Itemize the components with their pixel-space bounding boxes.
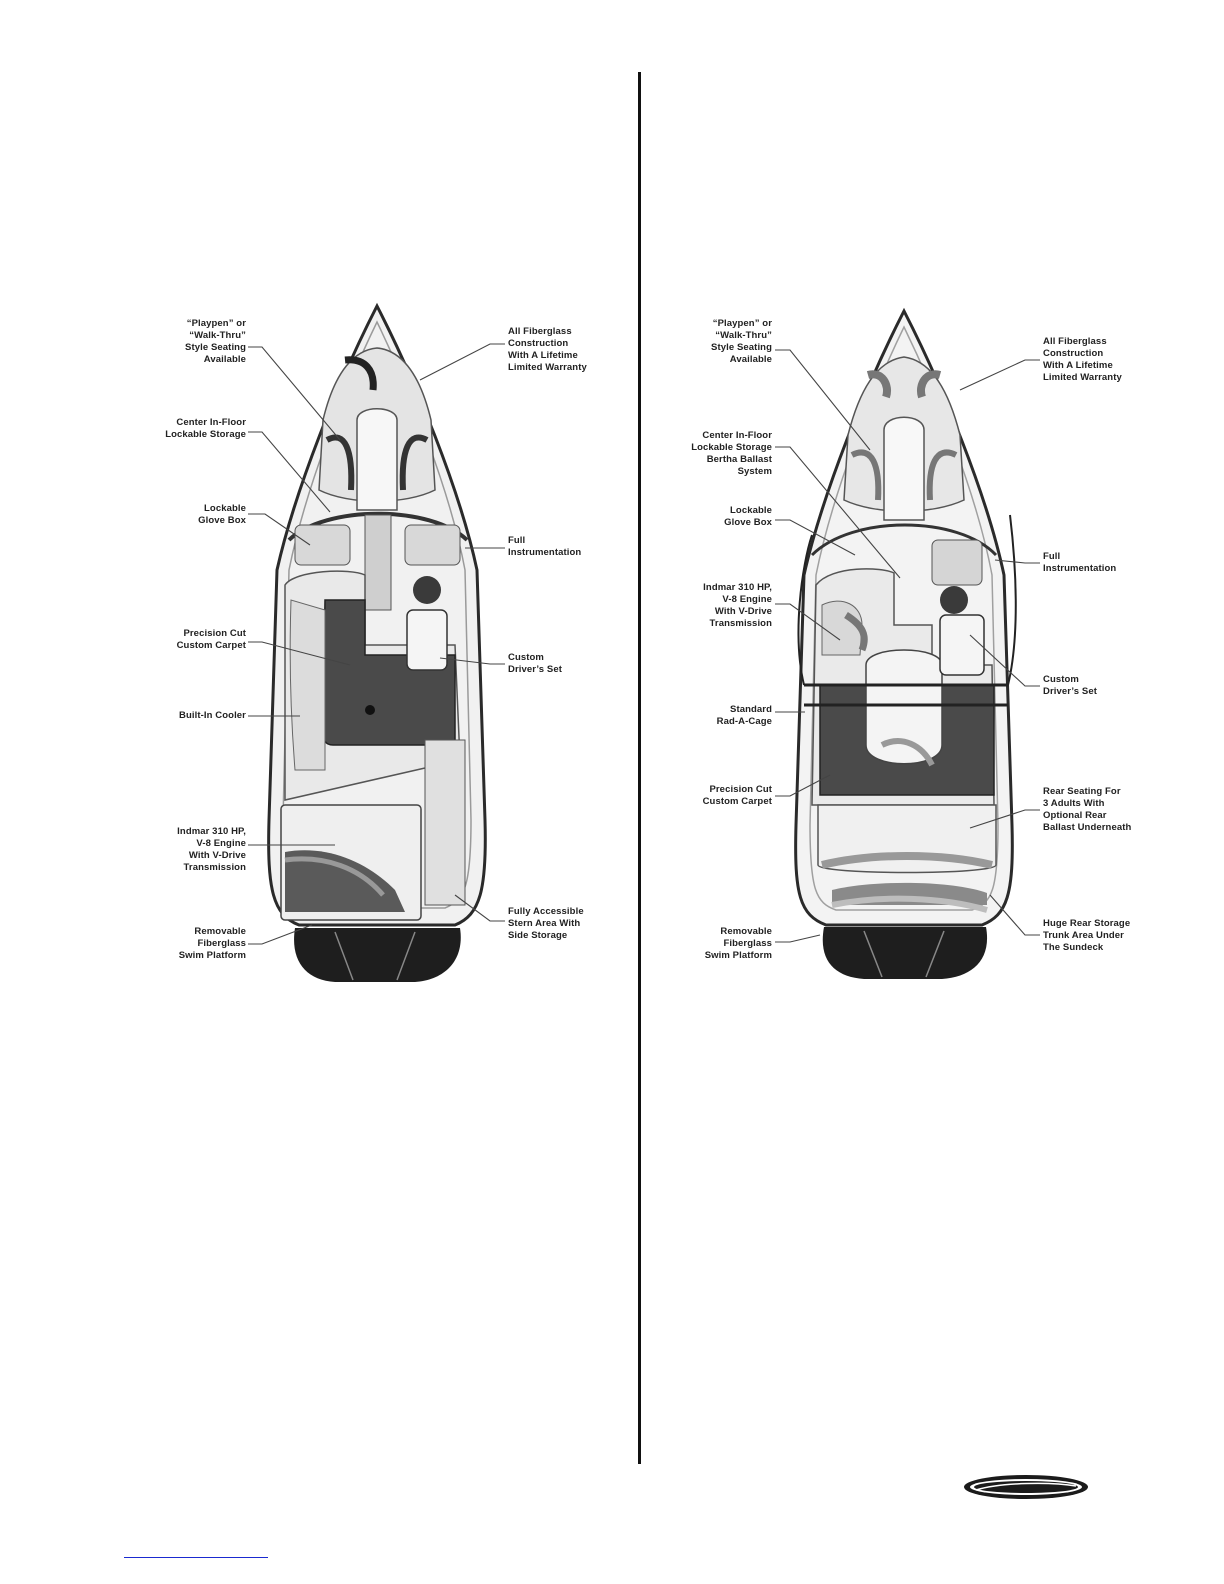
moomba-logo bbox=[962, 1472, 1090, 1502]
left-label-instrumentation: Full Instrumentation bbox=[508, 535, 582, 558]
left-label-center-storage: Center In-Floor Lockable Storage bbox=[165, 417, 246, 440]
right-label-glove-box: Lockable Glove Box bbox=[724, 505, 772, 528]
column-divider bbox=[638, 72, 641, 1464]
left-label-carpet: Precision Cut Custom Carpet bbox=[176, 628, 246, 651]
right-label-center-storage: Center In-Floor Lockable Storage Bertha Ballast System bbox=[691, 430, 772, 477]
right-label-platform: Removable Fiberglass Swim Platform bbox=[704, 926, 772, 961]
left-label-fiberglass: All Fiberglass Construction With A Lifetime Limited Warranty bbox=[508, 326, 587, 373]
left-label-engine: Indmar 310 HP, V-8 Engine With V-Drive Transmission bbox=[177, 826, 246, 873]
right-label-cage: Standard Rad-A-Cage bbox=[716, 704, 772, 727]
right-swim-platform bbox=[823, 927, 987, 979]
left-label-platform: Removable Fiberglass Swim Platform bbox=[178, 926, 246, 961]
left-label-glove-box: Lockable Glove Box bbox=[198, 503, 246, 526]
right-label-fiberglass: All Fiberglass Construction With A Lifetime Limited Warranty bbox=[1043, 336, 1122, 383]
right-bow-seating bbox=[844, 357, 964, 520]
left-label-cooler: Built-In Cooler bbox=[179, 710, 246, 721]
left-bow-seating bbox=[319, 348, 435, 510]
right-rear-seating bbox=[818, 805, 996, 910]
right-label-rear-seating: Rear Seating For 3 Adults With Optional Rear Ballast Underneath bbox=[1043, 786, 1132, 833]
footer-link-underline[interactable] bbox=[124, 1557, 268, 1558]
right-label-carpet: Precision Cut Custom Carpet bbox=[702, 784, 772, 807]
right-label-engine: Indmar 310 HP, V-8 Engine With V-Drive Transmission bbox=[703, 582, 772, 629]
left-boat-diagram bbox=[255, 300, 505, 990]
left-swim-platform bbox=[294, 928, 461, 982]
right-boat-diagram bbox=[782, 305, 1032, 995]
right-label-playpen: “Playpen” or “Walk-Thru” Style Seating Available bbox=[711, 318, 772, 365]
right-label-instrumentation: Full Instrumentation bbox=[1043, 551, 1117, 574]
left-label-drivers-seat: Custom Driver’s Set bbox=[508, 652, 563, 675]
right-label-drivers-seat: Custom Driver’s Set bbox=[1043, 674, 1098, 697]
left-label-stern: Fully Accessible Stern Area With Side Storage bbox=[508, 906, 584, 941]
left-label-playpen: “Playpen” or “Walk-Thru” Style Seating Available bbox=[185, 318, 246, 365]
right-label-trunk: Huge Rear Storage Trunk Area Under The Sundeck bbox=[1043, 918, 1131, 953]
